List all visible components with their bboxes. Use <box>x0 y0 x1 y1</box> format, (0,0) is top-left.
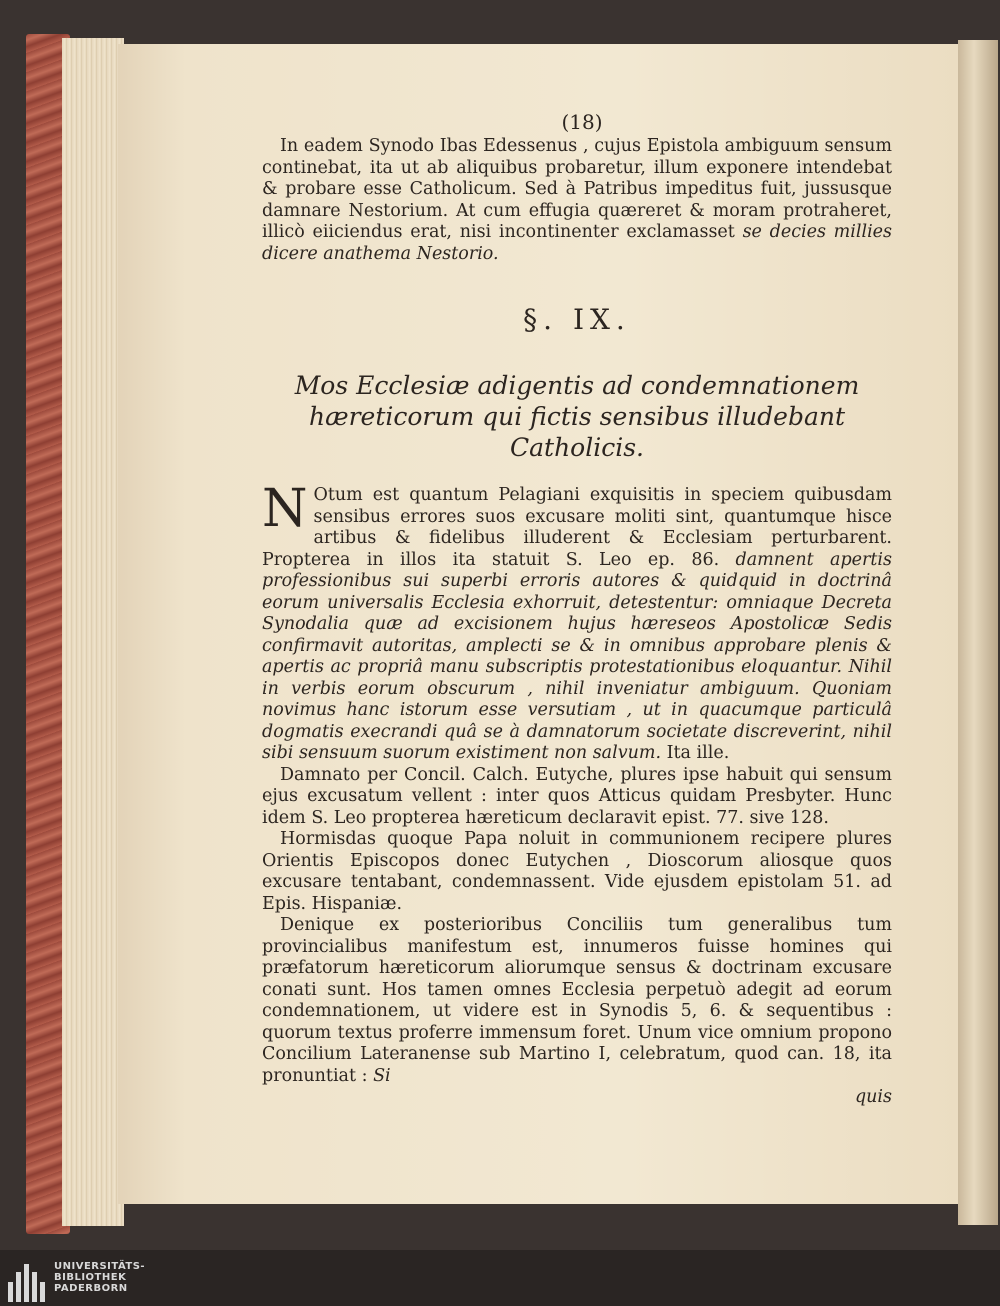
paragraph-concilia <box>262 915 892 1087</box>
paragraph-pelagiani <box>262 479 892 765</box>
paragraph-concilia-quote: Si <box>373 1065 391 1086</box>
page-text <box>262 108 892 1107</box>
paragraph-concilia-text: Denique ex posterioribus Conciliis tum generalibus tum provincialibus manifestum est, innumeros fuisse homines qui præfatorum hæreticorum aliorumque sensus & doctrinam excusare conati sunt. Hos tamen omnes Ecclesia perpetuò adegit ad eorum condemnationem, ut videre est in Synodis 5, 6. & sequentibus : quorum textus proferre immensum foret. Unum vice omnium propono Concilium Lateranense sub Martino I, celebratum, quod can. 18, ita pronuntiat : <box>262 915 892 1086</box>
logo-line-1: UNIVERSITÄTS- <box>54 1261 146 1272</box>
library-logo-text <box>54 1261 145 1294</box>
paragraph-pelagiani-text: Otum est quantum Pelagiani exquisitis in speciem quibusdam sensibus errores suos excusare moliti sint, quantumque hisce artibus & fidelibus illuderent & Ecclesiam perturbarent. Propterea in illos ita statuit S. Leo ep. 86. <box>262 485 892 570</box>
logo-line-3: PADERBORN <box>54 1283 128 1294</box>
page-stack-edge <box>62 38 124 1226</box>
library-logo <box>8 1260 145 1302</box>
paragraph-ibas-text: In eadem Synodo Ibas Edessenus , cujus Epistola ambiguum sensum continebat, ita ut ab aliquibus probaretur, illum exponere intendebat & probare esse Catholicum. Sed à Patribus impeditus fuit, jussusque damnare Nestorium. At cum effugia quæreret & moram protraheret, illicò eiiciendus erat, nisi incontinenter exclamasset <box>262 136 892 242</box>
paragraph-ibas <box>262 136 892 265</box>
catchword: quis <box>854 1087 892 1107</box>
drop-cap: N <box>262 479 308 539</box>
paragraph-pelagiani-end: Ita ille. <box>666 743 730 763</box>
page-number: (18) <box>561 110 603 134</box>
paragraph-hormisdas: Hormisdas quoque Papa noluit in communionem recipere plures Orientis Episcopos donec Eutychen , Dioscorum aliosque quos excusare tentabant, condemnassent. Vide ejusdem epistolam 51. ad Epis. Hispaniæ. <box>262 829 892 914</box>
paragraph-pelagiani-quote: damnent apertis professionibus sui superbi erroris autores & quidquid in doctrinâ eorum universalis Ecclesia exhorruit, detestentur: omniaque Decreta Synodalia quæ ad excisionem hujus hæreseos Apostolicæ Sedis confirmavit autoritas, amplecti se & in omnibus approbare plenis & apertis ac propriâ manu subscriptis protestationibus eloquantur. Nihil in verbis eorum obscurum , nihil inveniatur ambiguum. Quoniam novimus hanc istorum esse versutiam , ut in quacumque particulâ dogmatis execrandi quâ se à damnatorum societate discreverint, nihil sibi sensuum suorum existiment non salvum. <box>262 549 892 763</box>
library-logo-icon <box>8 1260 48 1302</box>
facing-page-edge <box>958 40 998 1225</box>
paragraph-ibas-quote: se decies millies dicere anathema Nestorio. <box>262 222 892 264</box>
section-title: Mos Ecclesiæ adigentis ad condemnationem hæreticorum qui fictis sensibus illudebant Catholicis. <box>294 371 860 462</box>
logo-line-2: BIBLIOTHEK <box>54 1272 127 1283</box>
paragraph-eutyche: Damnato per Concil. Calch. Eutyche, plures ipse habuit qui sensum ejus excusatum vellent : inter quos Atticus quidam Presbyter. Hunc idem S. Leo propterea hæreticum declaravit epist. 77. sive 128. <box>262 764 892 828</box>
section-number: §. IX. <box>523 303 631 336</box>
